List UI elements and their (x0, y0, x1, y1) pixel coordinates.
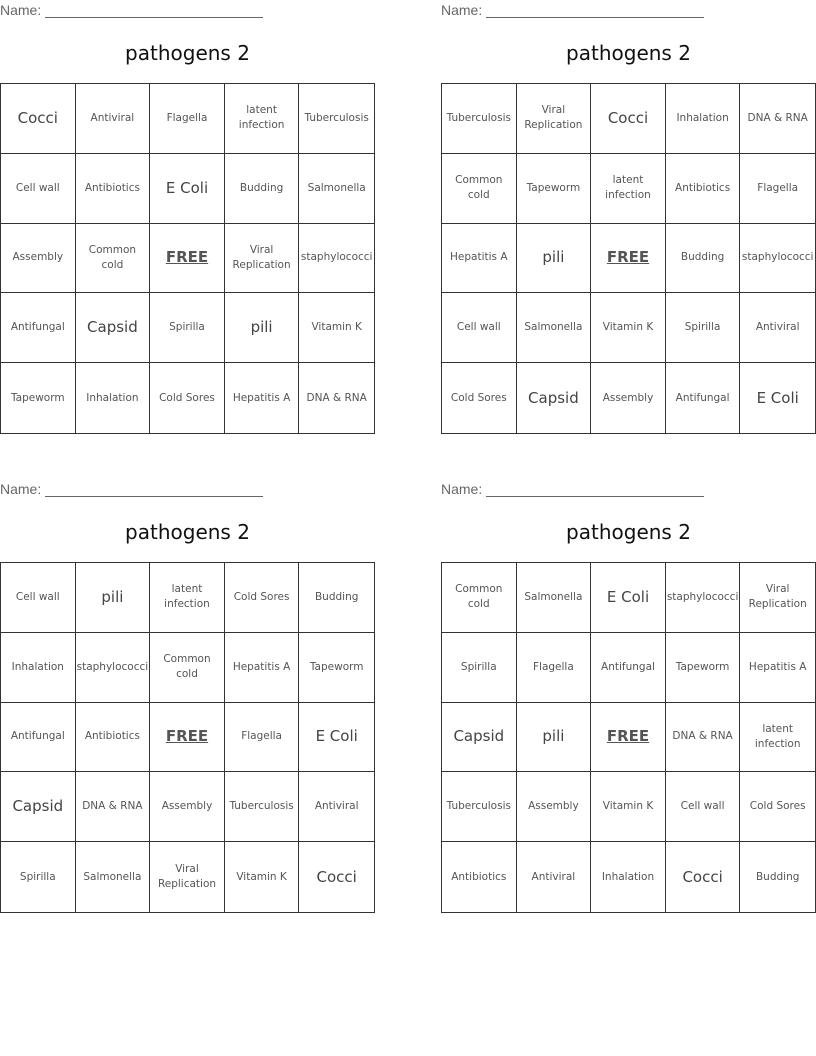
card-title: pathogens 2 (566, 520, 691, 544)
bingo-cell: Cold Sores (150, 363, 225, 433)
bingo-cell: Budding (225, 154, 300, 224)
free-space-cell: FREE (591, 224, 666, 294)
bingo-cell: pili (517, 703, 592, 773)
bingo-cell: Antifungal (666, 363, 741, 433)
card-title: pathogens 2 (566, 41, 691, 65)
bingo-cell: Tapeworm (517, 154, 592, 224)
bingo-cell: Antifungal (591, 633, 666, 703)
name-line (441, 2, 741, 18)
bingo-cell: Tuberculosis (442, 772, 517, 842)
name-blank (486, 482, 704, 497)
bingo-grid (0, 83, 375, 434)
bingo-cell: Salmonella (517, 293, 592, 363)
bingo-cell: Antifungal (1, 293, 76, 363)
bingo-grid (441, 562, 816, 913)
bingo-cell: staphylococci (76, 633, 151, 703)
bingo-cell: Cold Sores (225, 563, 300, 633)
bingo-cell: Capsid (1, 772, 76, 842)
bingo-cell: Tuberculosis (299, 84, 374, 154)
bingo-cell: Capsid (76, 293, 151, 363)
bingo-cell: Salmonella (517, 563, 592, 633)
name-line (0, 481, 300, 497)
bingo-cell: Inhalation (76, 363, 151, 433)
bingo-cell: DNA & RNA (306, 391, 367, 404)
name-blank (486, 3, 704, 18)
name-blank (45, 482, 263, 497)
bingo-grid (441, 83, 816, 434)
bingo-cell: Cold Sores (740, 772, 815, 842)
bingo-cell: DNA & RNA (740, 84, 815, 154)
bingo-cell: Antibiotics (76, 703, 151, 773)
bingo-cell: Tuberculosis (442, 84, 517, 154)
bingo-cell: Antiviral (517, 842, 592, 912)
bingo-cell: Assembly (150, 772, 225, 842)
bingo-cell: Flagella (225, 703, 300, 773)
bingo-cell: Assembly (1, 224, 76, 294)
bingo-cell: E Coli (299, 703, 374, 773)
bingo-cell: Antiviral (740, 293, 815, 363)
bingo-cell: Cocci (316, 867, 357, 886)
bingo-cell: pili (225, 293, 300, 363)
name-blank (45, 3, 263, 18)
bingo-cell: Vitamin K (225, 842, 300, 912)
bingo-cell: Cold Sores (442, 363, 517, 433)
bingo-cell: Common cold (76, 224, 151, 294)
free-space-cell: FREE (150, 224, 225, 294)
bingo-cell: Antiviral (76, 84, 151, 154)
bingo-cell: Vitamin K (591, 772, 666, 842)
name-line (0, 2, 300, 18)
bingo-cell: latent infection (150, 563, 225, 633)
bingo-cell: Vitamin K (299, 293, 374, 363)
bingo-cell: Common cold (150, 633, 225, 703)
bingo-cell: Inhalation (666, 84, 741, 154)
bingo-cell: Vitamin K (591, 293, 666, 363)
bingo-cell: Antibiotics (666, 154, 741, 224)
bingo-cell: pili (517, 224, 592, 294)
bingo-grid (0, 562, 375, 913)
bingo-cell: Antiviral (299, 772, 374, 842)
bingo-cell: pili (76, 563, 151, 633)
card-title: pathogens 2 (125, 520, 250, 544)
bingo-cell: Common cold (442, 154, 517, 224)
bingo-cell: Assembly (517, 772, 592, 842)
bingo-cell: Cocci (591, 84, 666, 154)
bingo-cell: staphylococci (666, 563, 741, 633)
bingo-cell: Spirilla (150, 293, 225, 363)
bingo-cell: Cell wall (1, 563, 76, 633)
bingo-cell: Viral Replication (150, 842, 225, 912)
bingo-cell: E Coli (591, 563, 666, 633)
bingo-cell: Flagella (517, 633, 592, 703)
bingo-cell: Salmonella (76, 842, 151, 912)
bingo-cell: Tapeworm (1, 363, 76, 433)
bingo-cell: Budding (666, 224, 741, 294)
bingo-cell: Capsid (442, 703, 517, 773)
card-title: pathogens 2 (125, 41, 250, 65)
bingo-cell: Flagella (740, 154, 815, 224)
bingo-cell: latent infection (591, 154, 666, 224)
bingo-cell: Cocci (666, 842, 741, 912)
bingo-cell: Budding (299, 563, 374, 633)
bingo-cell: Spirilla (666, 293, 741, 363)
bingo-cell: Salmonella (299, 154, 374, 224)
bingo-cell: Cell wall (1, 154, 76, 224)
bingo-cell: Budding (755, 870, 800, 883)
bingo-cell: Tapeworm (666, 633, 741, 703)
bingo-cell: E Coli (150, 154, 225, 224)
name-label: Name: (0, 481, 42, 497)
bingo-cell: staphylococci (740, 224, 815, 294)
bingo-cell: Tapeworm (299, 633, 374, 703)
bingo-cell: latent infection (740, 703, 815, 773)
free-space-cell: FREE (150, 703, 225, 773)
bingo-cell: Cell wall (666, 772, 741, 842)
bingo-cell: Hepatitis A (740, 633, 815, 703)
bingo-cell: Antibiotics (76, 154, 151, 224)
bingo-cell: Assembly (591, 363, 666, 433)
bingo-cell: DNA & RNA (666, 703, 741, 773)
bingo-cell: Cell wall (442, 293, 517, 363)
bingo-cell: Hepatitis A (225, 363, 300, 433)
bingo-cell: Common cold (442, 563, 517, 633)
bingo-cell: latent infection (225, 84, 300, 154)
bingo-cell: Antifungal (1, 703, 76, 773)
name-label: Name: (441, 2, 483, 18)
bingo-cell: Hepatitis A (225, 633, 300, 703)
name-label: Name: (0, 2, 42, 18)
bingo-cell: Viral Replication (517, 84, 592, 154)
bingo-cell: Tuberculosis (225, 772, 300, 842)
free-space-cell: FREE (591, 703, 666, 773)
bingo-cell: staphylococci (299, 224, 374, 294)
bingo-cell: Flagella (150, 84, 225, 154)
bingo-cell: Inhalation (591, 842, 666, 912)
bingo-cell: Spirilla (1, 842, 76, 912)
bingo-cell: Spirilla (442, 633, 517, 703)
bingo-cell: DNA & RNA (76, 772, 151, 842)
name-line (441, 481, 741, 497)
bingo-cell: Viral Replication (225, 224, 300, 294)
bingo-cell: E Coli (756, 388, 799, 407)
name-label: Name: (441, 481, 483, 497)
bingo-cell: Antibiotics (442, 842, 517, 912)
bingo-cell: Inhalation (1, 633, 76, 703)
bingo-cell: Hepatitis A (442, 224, 517, 294)
bingo-cell: Capsid (517, 363, 592, 433)
bingo-cell: Cocci (1, 84, 76, 154)
bingo-cell: Viral Replication (740, 563, 815, 633)
